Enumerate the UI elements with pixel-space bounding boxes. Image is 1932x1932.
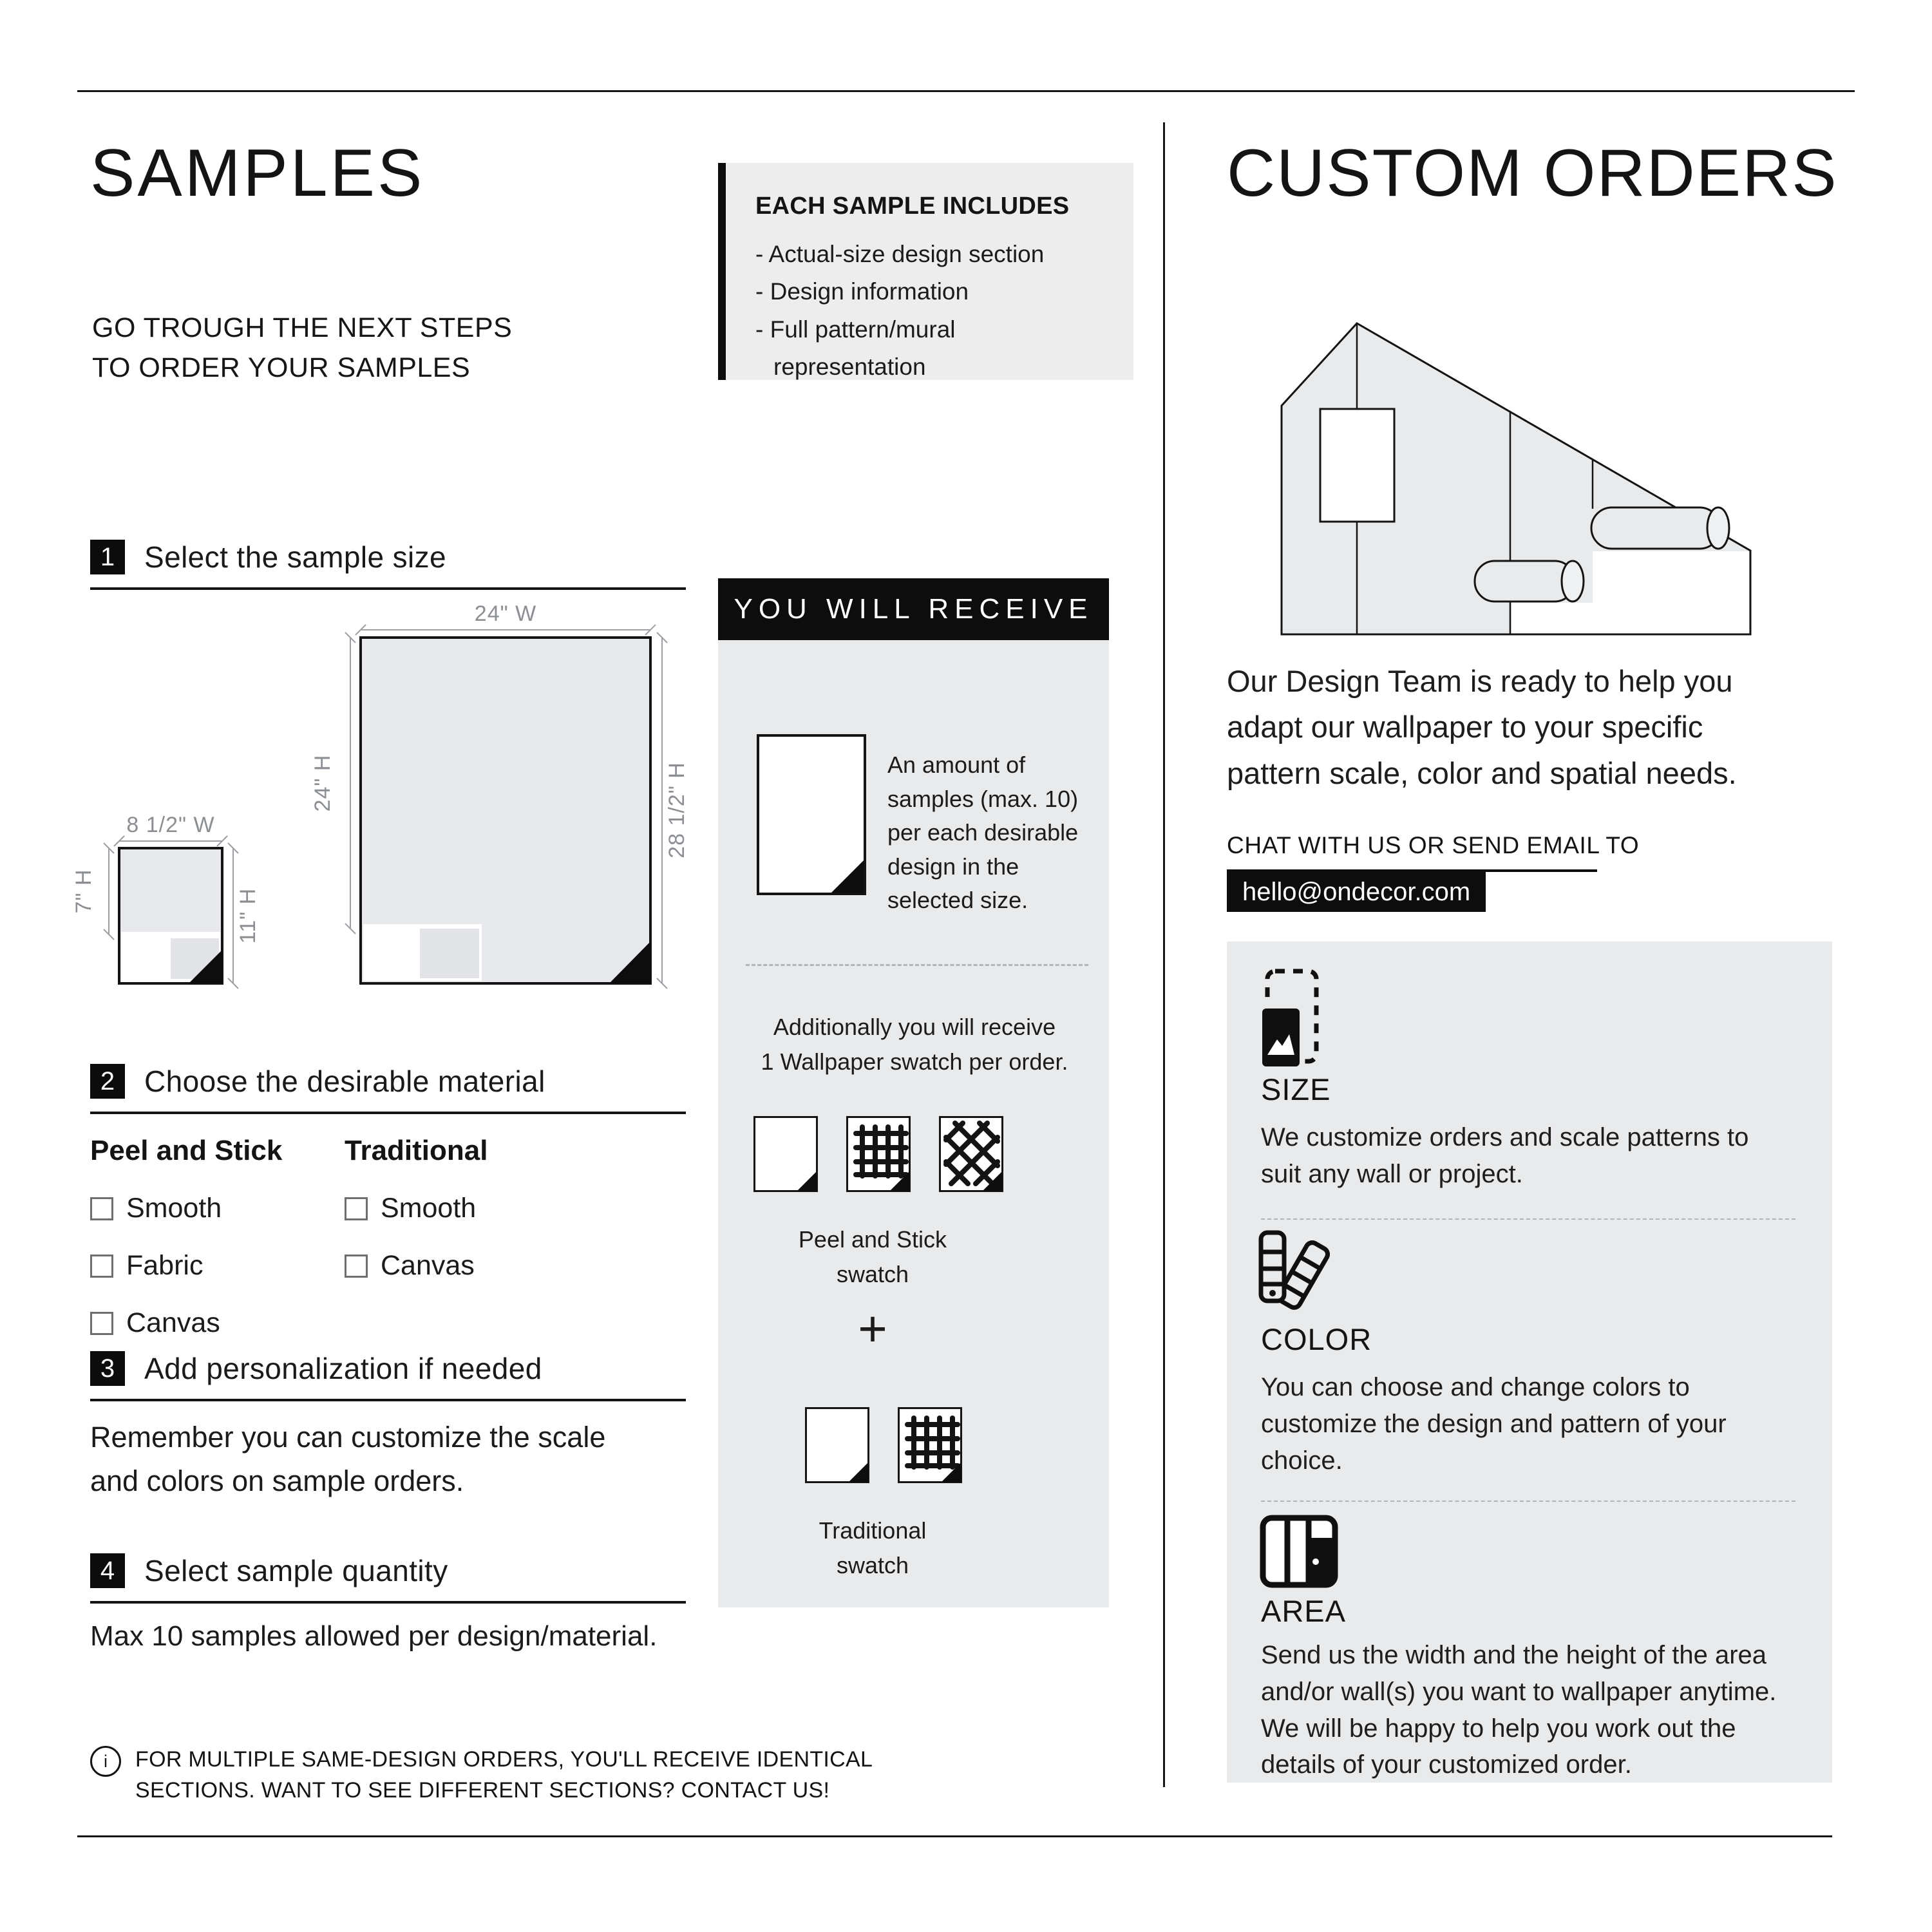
step-number-badge: 2 (90, 1064, 125, 1099)
material-option-label: Canvas (381, 1250, 475, 1281)
section-text-area: Send us the width and the height of the area and/or wall(s) you want to wallpaper anytime. We will be happy to help you work out the details of your customized order. (1261, 1641, 1777, 1779)
checkbox[interactable] (90, 1255, 113, 1278)
column-divider (1163, 122, 1165, 1787)
step-1-header (90, 540, 686, 590)
additional-line2: 1 Wallpaper swatch per order. (761, 1048, 1068, 1075)
top-rule (77, 90, 1855, 92)
peel-swatch-row (753, 1116, 1003, 1192)
folded-corner (797, 1171, 817, 1191)
material-col-title: Peel and Stick (90, 1135, 283, 1166)
step-4-header (90, 1553, 686, 1604)
step-3-text-line1: Remember you can customize the scale (90, 1421, 606, 1454)
material-option-label: Smooth (381, 1193, 477, 1224)
step-label: Select the sample size (144, 540, 447, 574)
receive-samples-line: selected size. (887, 887, 1028, 914)
material-option-label: Canvas (126, 1307, 220, 1338)
peel-label-line2: swatch (836, 1261, 909, 1287)
traditional-label-line2: swatch (836, 1552, 909, 1578)
house-wallpaper-illustration (1282, 322, 1752, 641)
small-left-height-label: 7" H (71, 869, 96, 914)
swatch-plain (805, 1407, 869, 1483)
receive-samples-text (887, 748, 1078, 918)
peel-label-line1: Peel and Stick (798, 1226, 947, 1253)
small-right-height-label: 11" H (236, 887, 260, 944)
material-option (345, 1250, 488, 1282)
large-right-height-label: 28 1/2" H (665, 762, 689, 858)
footnote (90, 1744, 873, 1806)
samples-intro-line2: TO ORDER YOUR SAMPLES (92, 352, 471, 384)
step-3-header (90, 1351, 686, 1401)
area-wall-door-icon (1259, 1515, 1340, 1589)
folded-corner (831, 860, 864, 893)
custom-intro (1227, 658, 1737, 796)
wallpaper-roll (1591, 507, 1720, 549)
large-width-label: 24" W (474, 601, 537, 626)
samples-intro (92, 308, 512, 388)
step-3-text-line2: and colors on sample orders. (90, 1464, 464, 1497)
footnote-line1: FOR MULTIPLE SAME-DESIGN ORDERS, YOU'LL RECEIVE IDENTICAL (135, 1747, 873, 1772)
chat-label: CHAT WITH US OR SEND EMAIL TO (1227, 832, 1640, 858)
size-crop-icon (1261, 967, 1322, 1069)
step-number-badge: 1 (90, 540, 125, 574)
step-label: Select sample quantity (144, 1554, 448, 1587)
wallpaper-roll (1475, 561, 1575, 601)
material-col-traditional (345, 1135, 488, 1282)
traditional-swatch-row (805, 1407, 962, 1483)
sample-size-diagram (71, 599, 715, 1024)
info-icon: i (90, 1746, 121, 1777)
step-label: Add personalization if needed (144, 1352, 542, 1385)
traditional-label-line1: Traditional (819, 1517, 927, 1544)
custom-intro-line3: pattern scale, color and spatial needs. (1227, 755, 1737, 790)
step-3-text (90, 1416, 605, 1502)
swatch-plain (753, 1116, 818, 1192)
material-option-label: Smooth (126, 1193, 222, 1224)
swatch-lattice-pattern (939, 1116, 1003, 1192)
custom-orders-title: CUSTOM ORDERS (1227, 136, 1838, 211)
footnote-text (135, 1744, 873, 1806)
material-option (345, 1193, 488, 1224)
material-option (90, 1307, 282, 1339)
material-col-title: Traditional (345, 1135, 488, 1166)
traditional-swatch-label (724, 1513, 1021, 1583)
material-option-label: Fabric (126, 1250, 204, 1281)
custom-intro-line2: adapt our wallpaper to your specific (1227, 710, 1703, 744)
section-title-area: AREA (1261, 1594, 1346, 1628)
samples-intro-line1: GO TROUGH THE NEXT STEPS (92, 312, 513, 343)
receive-samples-line: An amount of (887, 752, 1026, 778)
custom-intro-line1: Our Design Team is ready to help you (1227, 664, 1733, 698)
checkbox[interactable] (345, 1197, 368, 1220)
dashed-divider (1261, 1501, 1795, 1502)
includes-item: - Actual-size design section (755, 241, 1045, 267)
additional-line1: Additionally you will receive (773, 1014, 1056, 1040)
material-option (90, 1193, 282, 1224)
step-number-badge: 3 (90, 1351, 125, 1386)
large-left-height-label: 24" H (310, 754, 335, 812)
peel-swatch-label (724, 1222, 1021, 1292)
footnote-line2: SECTIONS. WANT TO SEE DIFFERENT SECTIONS? CONTACT US! (135, 1778, 830, 1803)
step-4-text: Max 10 samples allowed per design/material. (90, 1620, 658, 1652)
step-2-header (90, 1064, 686, 1114)
folded-corner (942, 1463, 961, 1482)
includes-title: EACH SAMPLE INCLUDES (755, 193, 1070, 220)
material-col-peel-and-stick (90, 1135, 282, 1339)
section-title-size: SIZE (1261, 1072, 1331, 1106)
section-title-color: COLOR (1261, 1322, 1372, 1356)
folded-corner (983, 1171, 1002, 1191)
material-option (90, 1250, 282, 1282)
checkbox[interactable] (90, 1312, 113, 1335)
section-text-color: You can choose and change colors to customize the design and pattern of your choice. (1261, 1373, 1727, 1475)
sample-sheet-icon (757, 734, 866, 895)
receive-samples-line: per each desirable (887, 819, 1079, 846)
plus-icon: + (858, 1300, 887, 1357)
step-label: Choose the desirable material (144, 1065, 545, 1098)
email-badge[interactable]: hello@ondecor.com (1227, 872, 1486, 912)
dashed-divider (1261, 1218, 1795, 1220)
bottom-rule (77, 1835, 1832, 1837)
section-text-size: We customize orders and scale patterns to suit any wall or project. (1261, 1123, 1749, 1188)
you-will-receive-header: YOU WILL RECEIVE (718, 578, 1109, 640)
includes-item: - Full pattern/mural representation (755, 316, 956, 381)
swatch-grid-pattern (846, 1116, 911, 1192)
each-sample-includes-box (718, 163, 1133, 380)
samples-title: SAMPLES (90, 136, 425, 211)
dashed-divider (746, 964, 1088, 966)
swatch-grid-pattern (898, 1407, 962, 1483)
color-swatches-icon (1257, 1231, 1341, 1303)
includes-item: - Design information (755, 278, 969, 305)
additional-swatch-text (724, 1010, 1104, 1079)
folded-corner (849, 1463, 868, 1482)
receive-samples-line: design in the (887, 853, 1019, 880)
step-number-badge: 4 (90, 1553, 125, 1588)
receive-samples-line: samples (max. 10) (887, 785, 1079, 812)
small-width-label: 8 1/2" W (126, 813, 215, 837)
checkbox[interactable] (345, 1255, 368, 1278)
checkbox[interactable] (90, 1197, 113, 1220)
folded-corner (890, 1171, 909, 1191)
